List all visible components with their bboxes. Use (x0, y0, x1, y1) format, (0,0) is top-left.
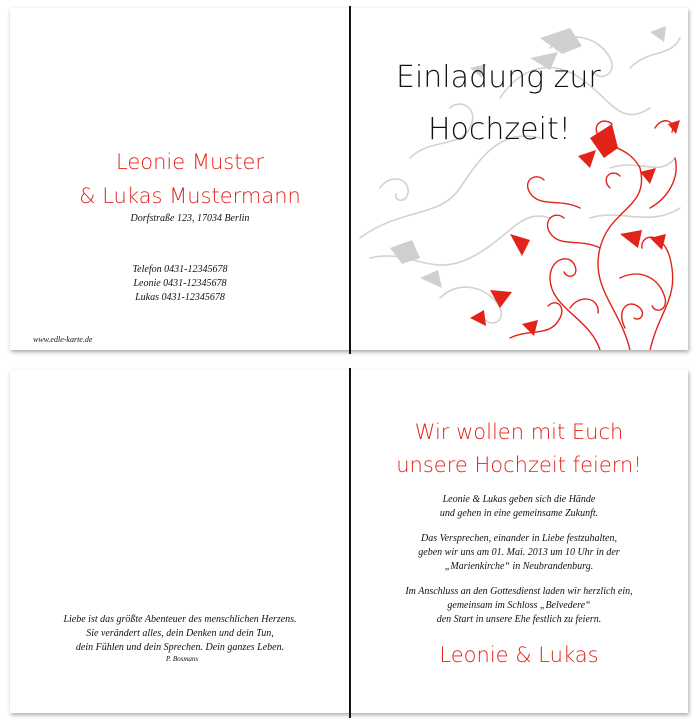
phone-leonie: Leonie 0431-12345678 (133, 278, 227, 289)
para1-line-2: und gehen in eine gemeinsame Zukunft. (439, 508, 599, 519)
names-line-2: & Lukas Mustermann (79, 184, 301, 208)
heading-line-2: unsere Hochzeit feiern! (396, 453, 642, 477)
inside-left (10, 370, 349, 713)
heading-line-1: Wir wollen mit Euch (414, 420, 624, 444)
quote-line-2: Sie verändert alles, dein Denken und dein Tun, (86, 628, 274, 639)
quote-line-3: dein Fühlen und dein Sprechen. Dein ganzes Leben. (75, 642, 285, 653)
back-cover (10, 8, 349, 350)
para3-line-1: Im Anschluss an den Gottesdienst laden wir herzlich ein, (405, 586, 633, 597)
address: Dorfstraße 123, 17034 Berlin (130, 213, 250, 224)
para3-line-3: den Start in unsere Ehe festlich zu feiern. (436, 614, 602, 625)
cover-title-line-1: Einladung zur (396, 60, 601, 95)
para3-line-2: gemeinsam im Schloss „Belvedere“ (447, 600, 591, 611)
inside-right (350, 370, 688, 713)
phone-lukas: Lukas 0431-12345678 (135, 292, 225, 303)
para1-line-1: Leonie & Lukas geben sich die Hände (442, 494, 596, 505)
para2-line-2: geben wir uns am 01. Mai. 2013 um 10 Uhr in der (418, 547, 620, 558)
phone-telefon: Telefon 0431-12345678 (132, 264, 228, 275)
quote-author: P. Bosmans (166, 655, 199, 663)
top-fold-line (349, 6, 351, 354)
names-line-1: Leonie Muster (116, 150, 264, 174)
website: www.edle-karte.de (33, 335, 93, 344)
front-cover (350, 8, 688, 350)
cover-title-line-2: Hochzeit! (428, 112, 571, 147)
signature: Leonie & Lukas (439, 643, 599, 667)
quote-line-1: Liebe ist das größte Abenteuer des menschlichen Herzens. (63, 614, 297, 625)
para2-line-1: Das Versprechen, einander in Liebe festzuhalten, (421, 533, 617, 544)
para2-line-3: „Marienkirche“ in Neubrandenburg. (444, 561, 594, 572)
bottom-fold-line (349, 368, 351, 718)
